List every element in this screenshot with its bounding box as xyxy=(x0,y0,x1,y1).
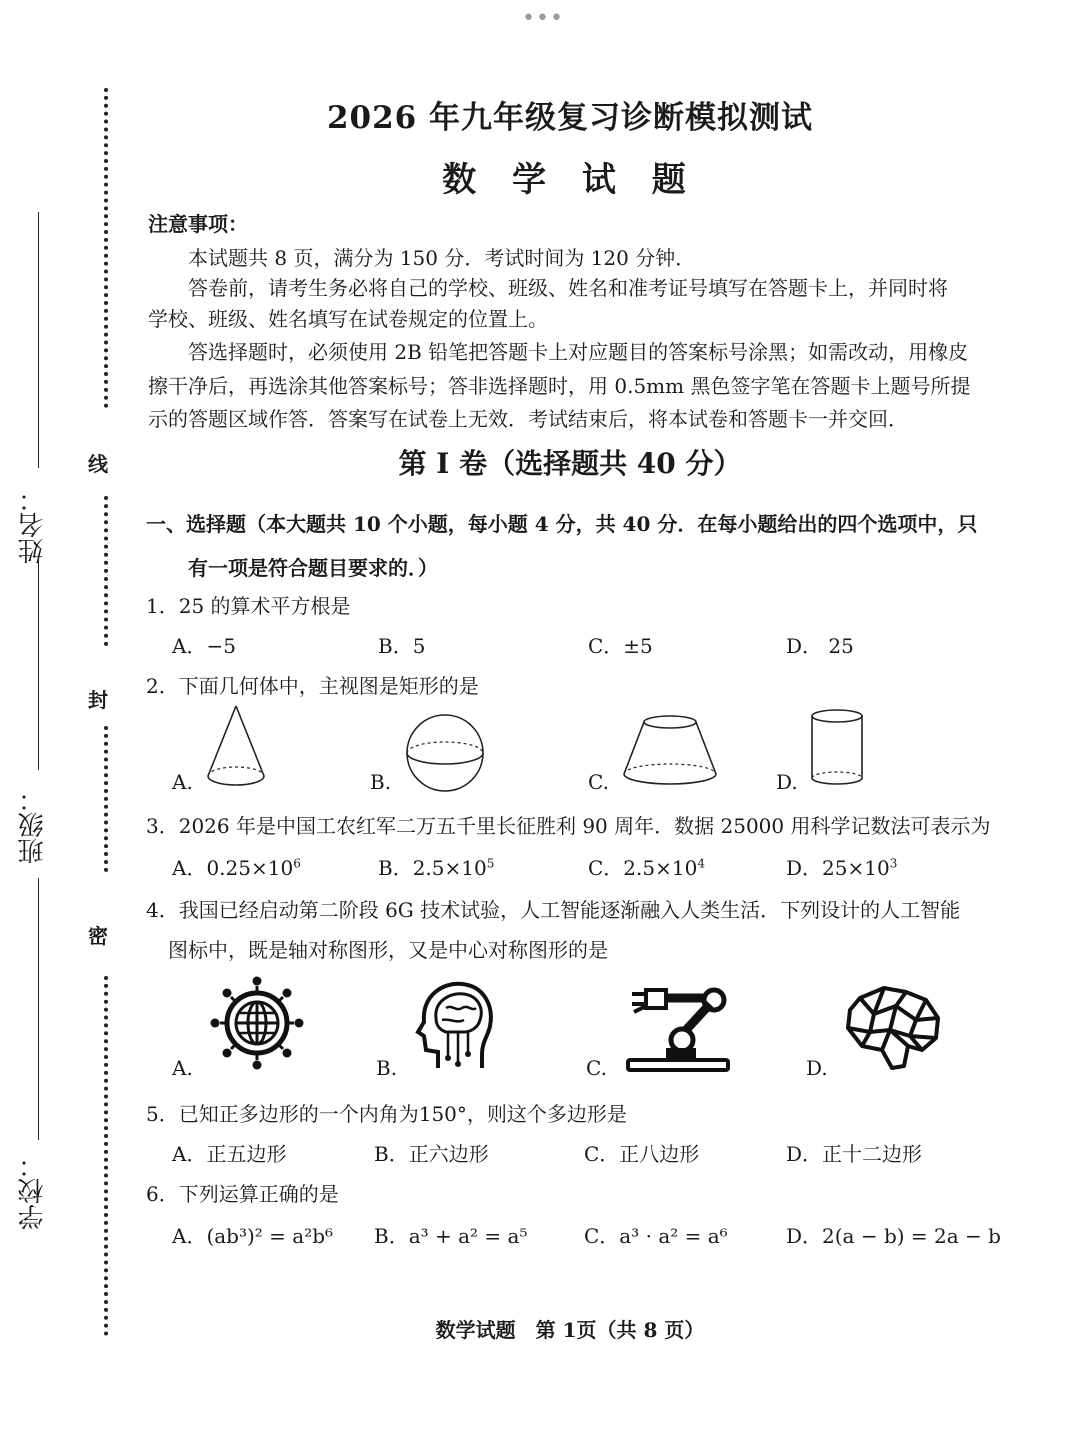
notice-line-2a: 答卷前，请考生务必将自己的学校、班级、姓名和准考证号填写在答题卡上，并同时将 xyxy=(188,276,948,300)
q3-option-b-exp: 5 xyxy=(486,856,495,871)
seal-dotted-line-bottom xyxy=(104,976,108,1336)
notice-line-3c: 示的答题区域作答．答案写在试卷上无效．考试结束后，将本试卷和答题卡一并交回． xyxy=(148,407,908,431)
section-instruction-b: 有一项是符合题目要求的．） xyxy=(188,556,438,580)
polygon-brain-ai-icon xyxy=(844,984,942,1070)
q4-option-a[interactable]: A. xyxy=(172,1056,193,1080)
q1-option-a[interactable]: A．−5 xyxy=(172,634,236,658)
q2-option-d[interactable]: D. xyxy=(776,770,798,794)
q3-option-c[interactable] xyxy=(588,852,705,881)
q3-option-c-exp: 4 xyxy=(697,856,705,871)
q3-option-c-base: C．2.5×10 xyxy=(588,856,698,880)
q2-option-a[interactable]: A. xyxy=(172,770,193,794)
q4-option-b[interactable]: B. xyxy=(376,1056,398,1080)
q1-option-b[interactable]: B．5 xyxy=(378,634,426,658)
class-label: 班级： xyxy=(18,786,48,864)
notice-heading: 注意事项： xyxy=(148,212,248,236)
q4-option-c[interactable]: C. xyxy=(586,1056,607,1080)
globe-ai-icon xyxy=(210,976,304,1070)
q3-option-b-base: B．2.5×10 xyxy=(378,856,487,880)
q5-option-a[interactable]: A．正五边形 xyxy=(172,1142,287,1166)
q2-option-c[interactable]: C. xyxy=(588,770,609,794)
cylinder-figure-icon xyxy=(808,708,866,790)
section-instruction-a: 一、选择题（本大题共 10 个小题，每小题 4 分，共 40 分．在每小题给出的四个选项中，只 xyxy=(146,512,978,536)
q1-option-d[interactable]: D． 25 xyxy=(786,634,854,658)
more-options-icon[interactable]: ••• xyxy=(522,6,564,31)
q3-option-a-base: A．0.25×10 xyxy=(172,856,294,880)
q1-stem: 1．25 的算术平方根是 xyxy=(146,594,351,618)
q4-stem-b: 图标中，既是轴对称图形，又是中心对称图形的是 xyxy=(168,938,608,962)
notice-line-2b: 学校、班级、姓名填写在试卷规定的位置上。 xyxy=(148,307,548,331)
school-label: 学校： xyxy=(18,1152,48,1230)
q2-option-b[interactable]: B. xyxy=(370,770,392,794)
head-brain-ai-icon xyxy=(412,978,496,1072)
class-write-line[interactable] xyxy=(38,556,39,770)
q5-option-d[interactable]: D．正十二边形 xyxy=(786,1142,923,1166)
q3-option-d[interactable] xyxy=(786,852,897,881)
q3-option-b[interactable] xyxy=(378,852,494,881)
q4-option-d[interactable]: D. xyxy=(806,1056,828,1080)
q6-option-a[interactable]: A．(ab³)² = a²b⁶ xyxy=(172,1224,334,1248)
exam-subject: 数 学 试 题 xyxy=(442,160,698,200)
seal-char-feng: 封 xyxy=(88,688,108,712)
seal-dotted-line-3 xyxy=(104,726,108,872)
name-label: 姓名： xyxy=(18,486,48,564)
school-write-line[interactable] xyxy=(38,878,39,1140)
sphere-figure-icon xyxy=(404,712,486,794)
seal-dotted-line-2 xyxy=(104,496,108,646)
exam-title: 2026 年九年级复习诊断模拟测试 xyxy=(326,100,814,136)
q5-stem: 5．已知正多边形的一个内角为150°，则这个多边形是 xyxy=(146,1102,627,1126)
name-write-line[interactable] xyxy=(38,212,39,468)
q3-option-d-base: D．25×10 xyxy=(786,856,890,880)
frustum-figure-icon xyxy=(620,714,720,790)
notice-line-1: 本试题共 8 页，满分为 150 分．考试时间为 120 分钟． xyxy=(188,246,696,270)
q6-option-c[interactable]: C．a³ · a² = a⁶ xyxy=(584,1224,728,1248)
q6-option-d[interactable]: D．2(a − b) = 2a − b xyxy=(786,1224,1001,1248)
q3-option-d-exp: 3 xyxy=(889,856,898,871)
q2-stem: 2．下面几何体中，主视图是矩形的是 xyxy=(146,674,479,698)
q5-option-c[interactable]: C．正八边形 xyxy=(584,1142,700,1166)
q6-option-b[interactable]: B．a³ + a² = a⁵ xyxy=(374,1224,528,1248)
robot-arm-ai-icon xyxy=(624,984,734,1074)
page-footer: 数学试题 第 1页（共 8 页） xyxy=(435,1318,705,1342)
notice-line-3b: 擦干净后，再选涂其他答案标号；答非选择题时，用 0.5mm 黑色签字笔在答题卡上题号所提 xyxy=(148,374,971,398)
cone-figure-icon xyxy=(200,704,272,790)
q3-stem: 3．2026 年是中国工农红军二万五千里长征胜利 90 周年．数据 25000 用科学记数法可表示为 xyxy=(146,814,991,838)
q6-stem: 6．下列运算正确的是 xyxy=(146,1182,339,1206)
q4-stem-a: 4．我国已经启动第二阶段 6G 技术试验，人工智能逐渐融入人类生活．下列设计的人工智能 xyxy=(146,898,961,922)
q3-option-a-exp: 6 xyxy=(293,856,301,871)
q1-option-c[interactable]: C．±5 xyxy=(588,634,653,658)
section-title: 第 I 卷（选择题共 40 分） xyxy=(398,447,742,480)
q5-option-b[interactable]: B．正六边形 xyxy=(374,1142,489,1166)
notice-line-3a: 答选择题时，必须使用 2B 铅笔把答题卡上对应题目的答案标号涂黑；如需改动，用橡皮 xyxy=(188,340,969,364)
seal-char-xian: 线 xyxy=(88,452,108,476)
seal-char-mi: 密 xyxy=(88,924,108,948)
q3-option-a[interactable] xyxy=(172,852,301,881)
